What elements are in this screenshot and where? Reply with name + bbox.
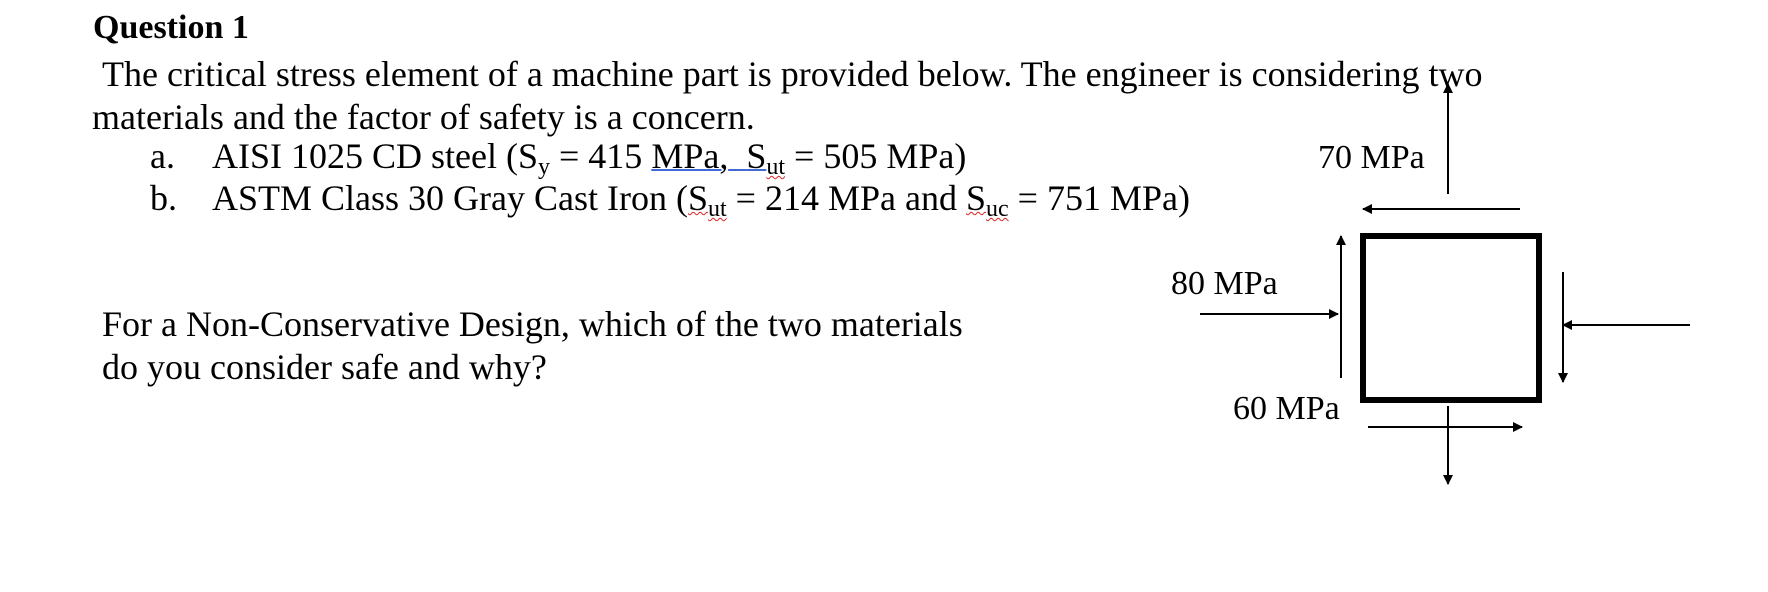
element-square	[1363, 236, 1539, 400]
option-a-label: a.	[150, 136, 175, 176]
option-b-text-mid: = 214 MPa and	[726, 178, 966, 218]
option-a-value-1: = 415	[550, 136, 652, 176]
option-b-sub-uc: uc	[986, 196, 1009, 222]
label-70-mpa: 70 MPa	[1318, 139, 1425, 176]
question-title: Question 1	[93, 9, 249, 46]
option-a-text-end: = 505 MPa)	[785, 136, 967, 176]
option-b-s-ut: S	[687, 178, 708, 218]
option-b-text-start: ASTM Class 30 Gray Cast Iron (	[212, 178, 688, 218]
option-b-s-uc: S	[965, 178, 986, 218]
option-a-sub-ut: ut	[766, 154, 786, 180]
option-a-unit: MPa,	[651, 136, 729, 176]
option-b-text-end: = 751 MPa)	[1008, 178, 1190, 218]
option-b-sub-ut: ut	[708, 196, 727, 222]
prompt-line-2: do you consider safe and why?	[102, 347, 547, 387]
prompt-line-1: For a Non-Conservative Design, which of the two materials	[102, 304, 963, 344]
label-80-mpa: 80 MPa	[1171, 265, 1278, 302]
option-a-sub-y: y	[538, 154, 550, 180]
option-a-s-ut: S	[746, 136, 767, 176]
label-60-mpa: 60 MPa	[1233, 390, 1340, 427]
option-b-label: b.	[150, 178, 177, 218]
option-a-text-start: AISI 1025 CD steel (S	[212, 136, 538, 176]
intro-line-2: materials and the factor of safety is a concern.	[92, 97, 755, 137]
intro-line-1: The critical stress element of a machine part is provided below. The engineer is considering two	[102, 54, 1483, 94]
